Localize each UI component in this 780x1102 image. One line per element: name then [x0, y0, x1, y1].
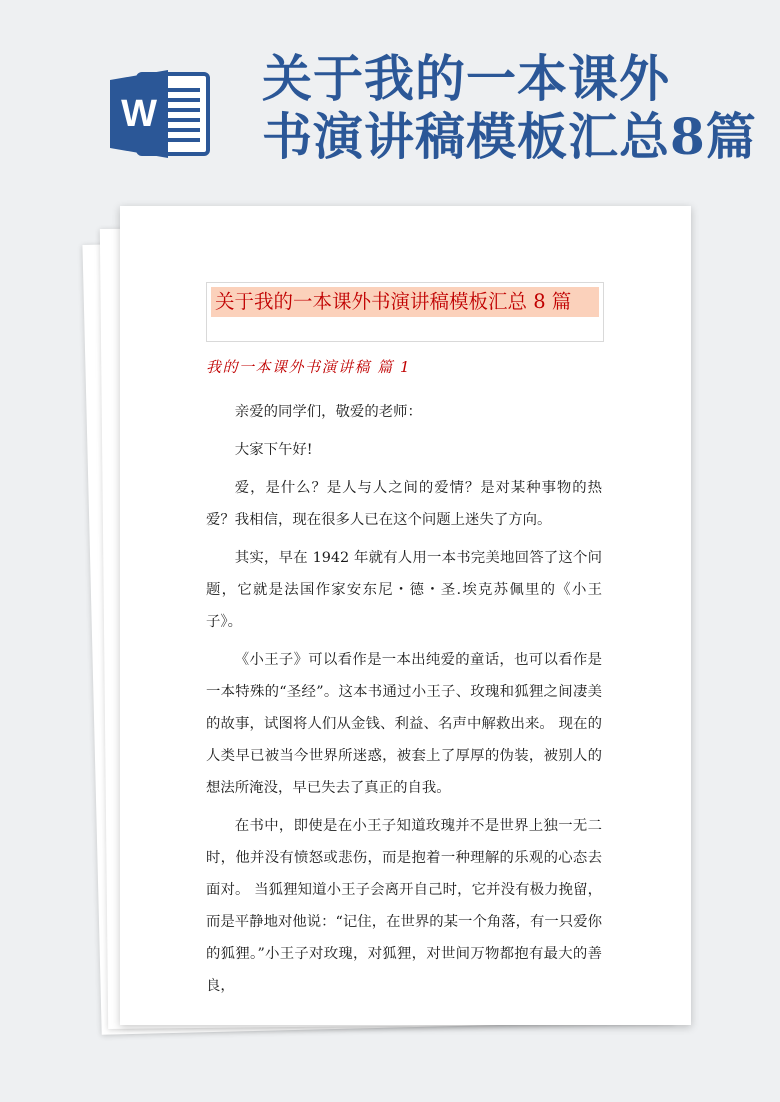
paragraph-salutation: 亲爱的同学们，敬爱的老师：: [234, 404, 422, 420]
svg-text:W: W: [121, 93, 157, 135]
banner-title: [262, 50, 762, 166]
document-page: [120, 206, 691, 1025]
section-heading: 我的一本课外书演讲稿 篇 1: [206, 358, 412, 376]
paragraph: 在书中，即使是在小王子知道玫瑰并不是世界上独一无二时，他并没有愤怒或悲伤，而是抱着一种理解的乐观的心态去面对。 当狐狸知道小王子会离开自己时，它并没有极力挽留，而是平静地对他说：“记住，在世界的某一个角落，有一只爱你的狐狸。”小王子对玫瑰，对狐狸，对世间万物都抱有最大的善良，: [206, 818, 602, 994]
document-body: [206, 396, 602, 1008]
paragraph-greeting: 大家下午好!: [234, 442, 313, 458]
document-title-frame: [206, 282, 604, 342]
document-title: 关于我的一本课外书演讲稿模板汇总 8 篇: [211, 287, 599, 317]
paragraph: 其实，早在 1942 年就有人用一本书完美地回答了这个问题，它就是法国作家安东尼・德・圣.埃克苏佩里的《小王子》。: [206, 550, 602, 630]
paragraph: 《小王子》可以看作是一本出纯爱的童话，也可以看作是一本特殊的“圣经”。这本书通过小王子、玫瑰和狐狸之间凄美的故事，试图将人们从金钱、利益、名声中解救出来。 现在的人类早已被当今世界所迷惑，被套上了厚厚的伪装，被别人的想法所淹没，早已失去了真正的自我。: [206, 652, 602, 796]
banner-title-line1: 关于我的一本课外: [262, 49, 670, 108]
banner-title-line2: 书演讲稿模板汇总8篇: [262, 107, 757, 166]
word-document-icon: [108, 68, 212, 160]
paragraph: 爱，是什么？是人与人之间的爱情？是对某种事物的热爱？我相信，现在很多人已在这个问题上迷失了方向。: [206, 480, 602, 528]
